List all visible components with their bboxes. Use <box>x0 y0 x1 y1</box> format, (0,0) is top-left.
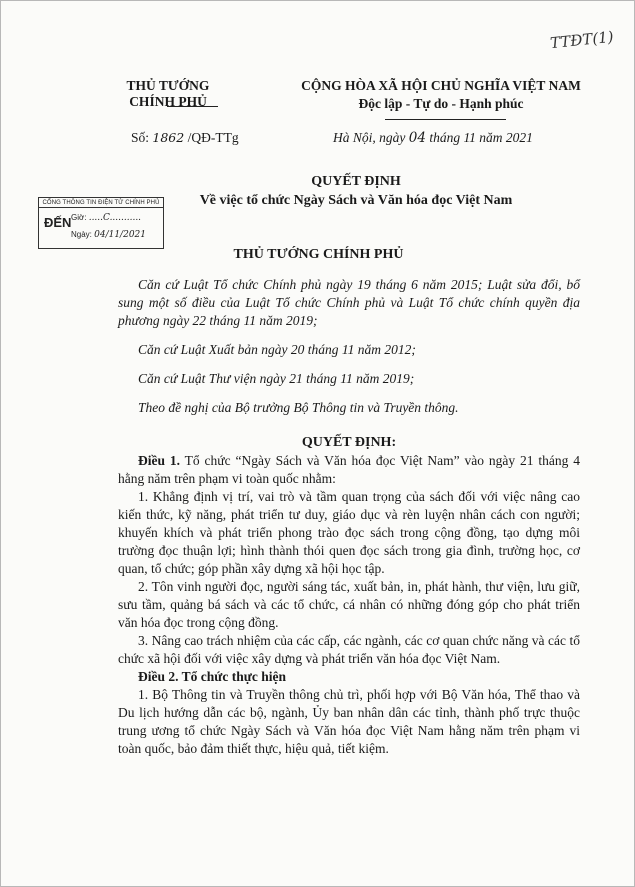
motto-underline <box>385 119 506 120</box>
agency-underline <box>167 106 218 107</box>
title-main: QUYẾT ĐỊNH <box>311 174 401 189</box>
stamp-time <box>71 213 141 223</box>
national-motto: Độc lập - Tự do - Hạnh phúc <box>358 96 524 111</box>
place-and-date <box>333 130 533 146</box>
date-suffix: tháng 11 năm 2021 <box>425 130 533 145</box>
stamp-time-label: Giờ: <box>71 213 89 222</box>
decision-heading: QUYẾT ĐỊNH: <box>301 435 397 450</box>
document-body <box>118 276 580 758</box>
stamp-date-value: 04/11/2021 <box>94 230 146 240</box>
article-1-item-2: 2. Tôn vinh người đọc, người sáng tác, xuất bản, in, phát hành, thư viện, lưu giữ, sưu tầm, quảng bá sách và các tổ chức, cá nhân có những đóng góp cho phát triển văn hóa đọc trong cộng đồng. <box>118 579 580 630</box>
stamp-den-label: ĐẾN <box>44 215 72 230</box>
article-2-item-1: 1. Bộ Thông tin và Truyền thông chủ trì, phối hợp với Bộ Văn hóa, Thể thao và Du lịch hướng dẫn các bộ, ngành, Ủy ban nhân dân các tỉnh, thành phố trực thuộc trung ương tổ chức Ngày Sách và Văn hóa đọc Việt Nam hằng năm trên phạm vi toàn quốc, bảo đảm thiết thực, hiệu quả, tiết kiệm. <box>118 687 580 756</box>
legal-basis-2: Căn cứ Luật Xuất bản ngày 20 tháng 11 năm 2012; <box>138 342 416 357</box>
article-1-intro <box>118 452 580 488</box>
article-1-text: Tổ chức “Ngày Sách và Văn hóa đọc Việt Nam” vào ngày 21 tháng 4 hằng năm trên phạm vi toàn quốc nhằm: <box>118 453 580 486</box>
received-stamp <box>38 197 164 249</box>
title-subject: Về việc tổ chức Ngày Sách và Văn hóa đọc Việt Nam <box>199 193 513 208</box>
legal-basis-4: Theo đề nghị của Bộ trưởng Bộ Thông tin và Truyền thông. <box>138 400 459 415</box>
stamp-heading: CỔNG THÔNG TIN ĐIỆN TỬ CHÍNH PHỦ <box>39 198 163 208</box>
stamp-date <box>71 230 146 240</box>
article-1-item-1: 1. Khẳng định vị trí, vai trò và tầm quan trọng của sách đối với việc nâng cao kiến thức, kỹ năng, phát triển tư duy, giáo dục và rèn luyện nhân cách con người; khuyến khích và phát triển phong trào đọc sách trong cộng đồng, tạo dựng môi trường đọc thuận lợi; hình thành thói quen đọc sách trong gia đình, trường học, cơ quan, tổ chức; góp phần xây dựng xã hội học tập. <box>118 489 580 576</box>
authority-heading: THỦ TƯỚNG CHÍNH PHỦ <box>233 247 404 262</box>
article-1-label: Điều 1. <box>138 453 181 468</box>
handwritten-mark: TTĐT(1) <box>549 27 615 53</box>
national-header <box>295 78 587 112</box>
stamp-date-label: Ngày: <box>71 230 95 239</box>
legal-basis-3: Căn cứ Luật Thư viện ngày 21 tháng 11 năm 2019; <box>138 371 415 386</box>
document-title <box>171 174 541 209</box>
number-handwritten: 1862 <box>152 130 185 145</box>
number-suffix: /QĐ-TTg <box>184 130 239 145</box>
number-prefix: Số: <box>131 130 153 145</box>
country-name: CỘNG HÒA XÃ HỘI CHỦ NGHĨA VIỆT NAM <box>301 78 581 93</box>
document-number <box>131 130 239 146</box>
article-1-item-3: 3. Nâng cao trách nhiệm của các cấp, các ngành, các cơ quan chức năng và các tổ chức xã hội đối với việc xây dựng và phát triển văn hóa đọc Việt Nam. <box>118 633 580 666</box>
date-day-handwritten: 04 <box>408 130 426 146</box>
legal-basis-1: Căn cứ Luật Tổ chức Chính phủ ngày 19 tháng 6 năm 2015; Luật sửa đổi, bổ sung một số điều của Luật Tổ chức Chính phủ và Luật Tổ chức chính quyền địa phương ngày 22 tháng 11 năm 2019; <box>118 277 580 328</box>
date-prefix: Hà Nội, ngày <box>333 130 409 145</box>
issuing-agency: THỦ TƯỚNG CHÍNH PHỦ <box>126 78 210 109</box>
stamp-time-value: .....C........... <box>88 213 142 223</box>
article-2-heading: Điều 2. Tổ chức thực hiện <box>138 669 286 684</box>
